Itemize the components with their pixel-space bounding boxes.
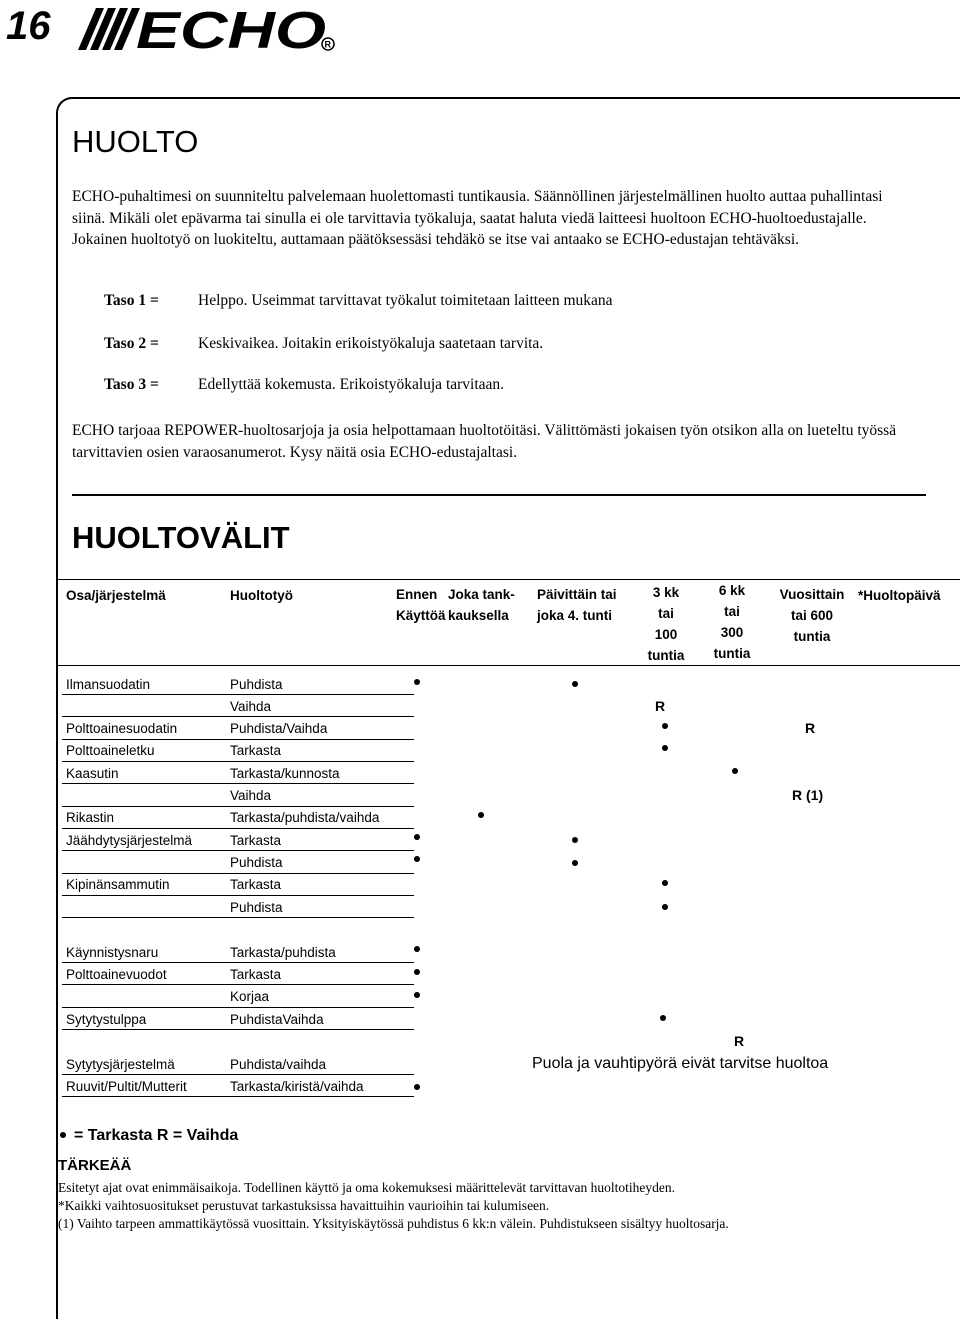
intro-paragraph: ECHO-puhaltimesi on suunniteltu palvelemaan huolettomasti tuntikausia. Säännöllinen järjestelmällinen huolto auttaa puhallintasi siinä. Mikäli olet epävarma tai sinulla ei ole tarvittavia työkaluja, saatat haluta viedä laitteesi huoltoon ECHO-huoltoedustajalle. Jokainen huoltotyö on luokiteltu, auttamaan päätöksessäsi tehdäkö se itse vai antaako se ECHO-edustajan tehtäväksi. <box>72 188 883 249</box>
level-1-desc: Helppo. Useimmat tarvittavat työkalut toimitetaan laitteen mukana <box>198 292 613 309</box>
header-yearly: Vuosittain tai 600 tuntia <box>779 587 845 644</box>
row-part: Polttoainevuodot <box>66 967 167 982</box>
row-task: Puhdista <box>230 900 283 915</box>
row-task: Puhdista/Vaihda <box>230 721 328 736</box>
row-task: Tarkasta <box>230 833 282 848</box>
row-rule <box>62 694 414 695</box>
check-dot <box>732 768 738 774</box>
level-1-label: Taso 1 = <box>104 292 159 309</box>
row-rule <box>62 1007 414 1008</box>
svg-text:ECHO: ECHO <box>136 6 326 52</box>
check-dot <box>662 880 668 886</box>
check-dot <box>414 834 420 840</box>
header-service-day: *Huoltopäivä <box>858 588 941 603</box>
row-task: Tarkasta/kunnosta <box>230 766 340 781</box>
row-part: Käynnistysnaru <box>66 945 159 960</box>
check-dot <box>572 681 578 687</box>
legend-dot-icon <box>60 1132 66 1138</box>
important-title: TÄRKEÄÄ <box>58 1157 132 1174</box>
row-rule <box>62 1074 414 1075</box>
row-task: Tarkasta <box>230 967 282 982</box>
row-task: Tarkasta/puhdista <box>230 945 336 960</box>
header-daily: Päivittäin tai joka 4. tunti <box>537 587 617 623</box>
check-dot <box>478 812 484 818</box>
legend-text: = Tarkasta R = Vaihda <box>74 1127 239 1144</box>
check-dot <box>572 837 578 843</box>
row-part: Polttoaineletku <box>66 743 155 758</box>
row-part: Sytytysjärjestelmä <box>66 1057 175 1072</box>
row-rule <box>62 984 414 985</box>
row-task: Tarkasta/kiristä/vaihda <box>230 1079 364 1094</box>
check-dot <box>414 969 420 975</box>
important-line: *Kaikki vaihtosuositukset perustuvat tarkastuksissa havaittuihin vaurioihin tai kulumiseen. <box>58 1198 550 1213</box>
row-part: Rikastin <box>66 810 115 825</box>
row-rule <box>62 716 414 717</box>
check-dot <box>662 904 668 910</box>
row-rule <box>62 761 414 762</box>
replace-mark: R (1) <box>792 787 824 803</box>
row-rule <box>62 895 414 896</box>
row-rule <box>62 962 414 963</box>
row-part: Kipinänsammutin <box>66 877 170 892</box>
replace-mark: R <box>734 1033 745 1049</box>
header-task: Huoltotyö <box>230 588 293 603</box>
row-rule <box>62 873 414 874</box>
spool-flywheel-note: Puola ja vauhtipyörä eivät tarvitse huoltoa <box>532 1055 829 1072</box>
check-dot <box>414 1084 420 1090</box>
row-rule <box>62 806 414 807</box>
row-rule <box>62 1096 414 1097</box>
level-2-label: Taso 2 = <box>104 335 159 352</box>
important-line: (1) Vaihto tarpeen ammattikäytössä vuosittain. Yksityiskäytössä puhdistus 6 kk:n välein. Puhdistukseen sisältyy huoltosarja. <box>58 1216 729 1231</box>
check-dot <box>572 860 578 866</box>
row-part: Kaasutin <box>66 766 119 781</box>
legend <box>58 1127 238 1145</box>
row-part: Sytytystulppa <box>66 1012 147 1027</box>
check-dot <box>414 679 420 685</box>
row-task: Tarkasta <box>230 877 282 892</box>
table-top-rule <box>56 579 960 580</box>
row-rule <box>62 850 414 851</box>
level-3-desc: Edellyttää kokemusta. Erikoistyökaluja tarvitaan. <box>198 376 505 393</box>
check-dot <box>414 992 420 998</box>
schedule-title: HUOLTOVÄLIT <box>72 520 290 555</box>
row-part: Ilmansuodatin <box>66 677 151 692</box>
row-rule <box>62 828 414 829</box>
header-part: Osa/järjestelmä <box>66 588 166 603</box>
row-task: PuhdistaVaihda <box>230 1012 324 1027</box>
row-task: Korjaa <box>230 989 270 1004</box>
row-part: Ruuvit/Pultit/Mutterit <box>66 1079 187 1094</box>
row-task: Vaihda <box>230 788 272 803</box>
row-rule <box>62 783 414 784</box>
row-task: Tarkasta/puhdista/vaihda <box>230 810 380 825</box>
row-task: Puhdista/vaihda <box>230 1057 327 1072</box>
page-number: 16 <box>6 4 51 48</box>
header-3-months: 3 kk tai 100 tuntia <box>647 585 685 663</box>
row-part: Polttoainesuodatin <box>66 721 178 736</box>
level-3-label: Taso 3 = <box>104 376 159 393</box>
row-task: Tarkasta <box>230 743 282 758</box>
page-title: HUOLTO <box>72 124 199 159</box>
section-divider <box>72 494 926 496</box>
header-6-months: 6 kk tai 300 tuntia <box>713 583 751 661</box>
check-dot <box>414 946 420 952</box>
svg-text:R: R <box>324 39 331 50</box>
important-line: Esitetyt ajat ovat enimmäisaikoja. Todellinen käyttö ja oma kokemuksesi määrittelevät tarvittavan huoltotiheyden. <box>58 1180 676 1195</box>
row-rule <box>62 739 414 740</box>
replace-mark: R <box>655 698 666 714</box>
check-dot <box>660 1015 666 1021</box>
repower-paragraph: ECHO tarjoaa REPOWER-huoltosarjoja ja osia helpottamaan huoltotöitäsi. Välittömästi jokaisen työn otsikon alla on lueteltu työssä tarvittavien osien varaosanumerot. Kysy näitä osia ECHO-edustajaltasi. <box>72 422 897 461</box>
level-2-desc: Keskivaikea. Joitakin erikoistyökaluja saatetaan tarvita. <box>198 335 544 352</box>
row-task: Puhdista <box>230 677 283 692</box>
row-rule <box>62 917 414 918</box>
row-task: Puhdista <box>230 855 283 870</box>
header-each-tank: Joka tank- kauksella <box>448 587 515 623</box>
header-before-use: Ennen Käyttöä <box>396 587 446 623</box>
row-task: Vaihda <box>230 699 272 714</box>
check-dot <box>662 723 668 729</box>
table-header-rule <box>56 665 960 666</box>
replace-mark: R <box>805 720 816 736</box>
check-dot <box>662 745 668 751</box>
check-dot <box>414 856 420 862</box>
echo-logo <box>74 6 336 52</box>
row-rule <box>62 1029 414 1030</box>
row-part: Jäähdytysjärjestelmä <box>66 833 193 848</box>
